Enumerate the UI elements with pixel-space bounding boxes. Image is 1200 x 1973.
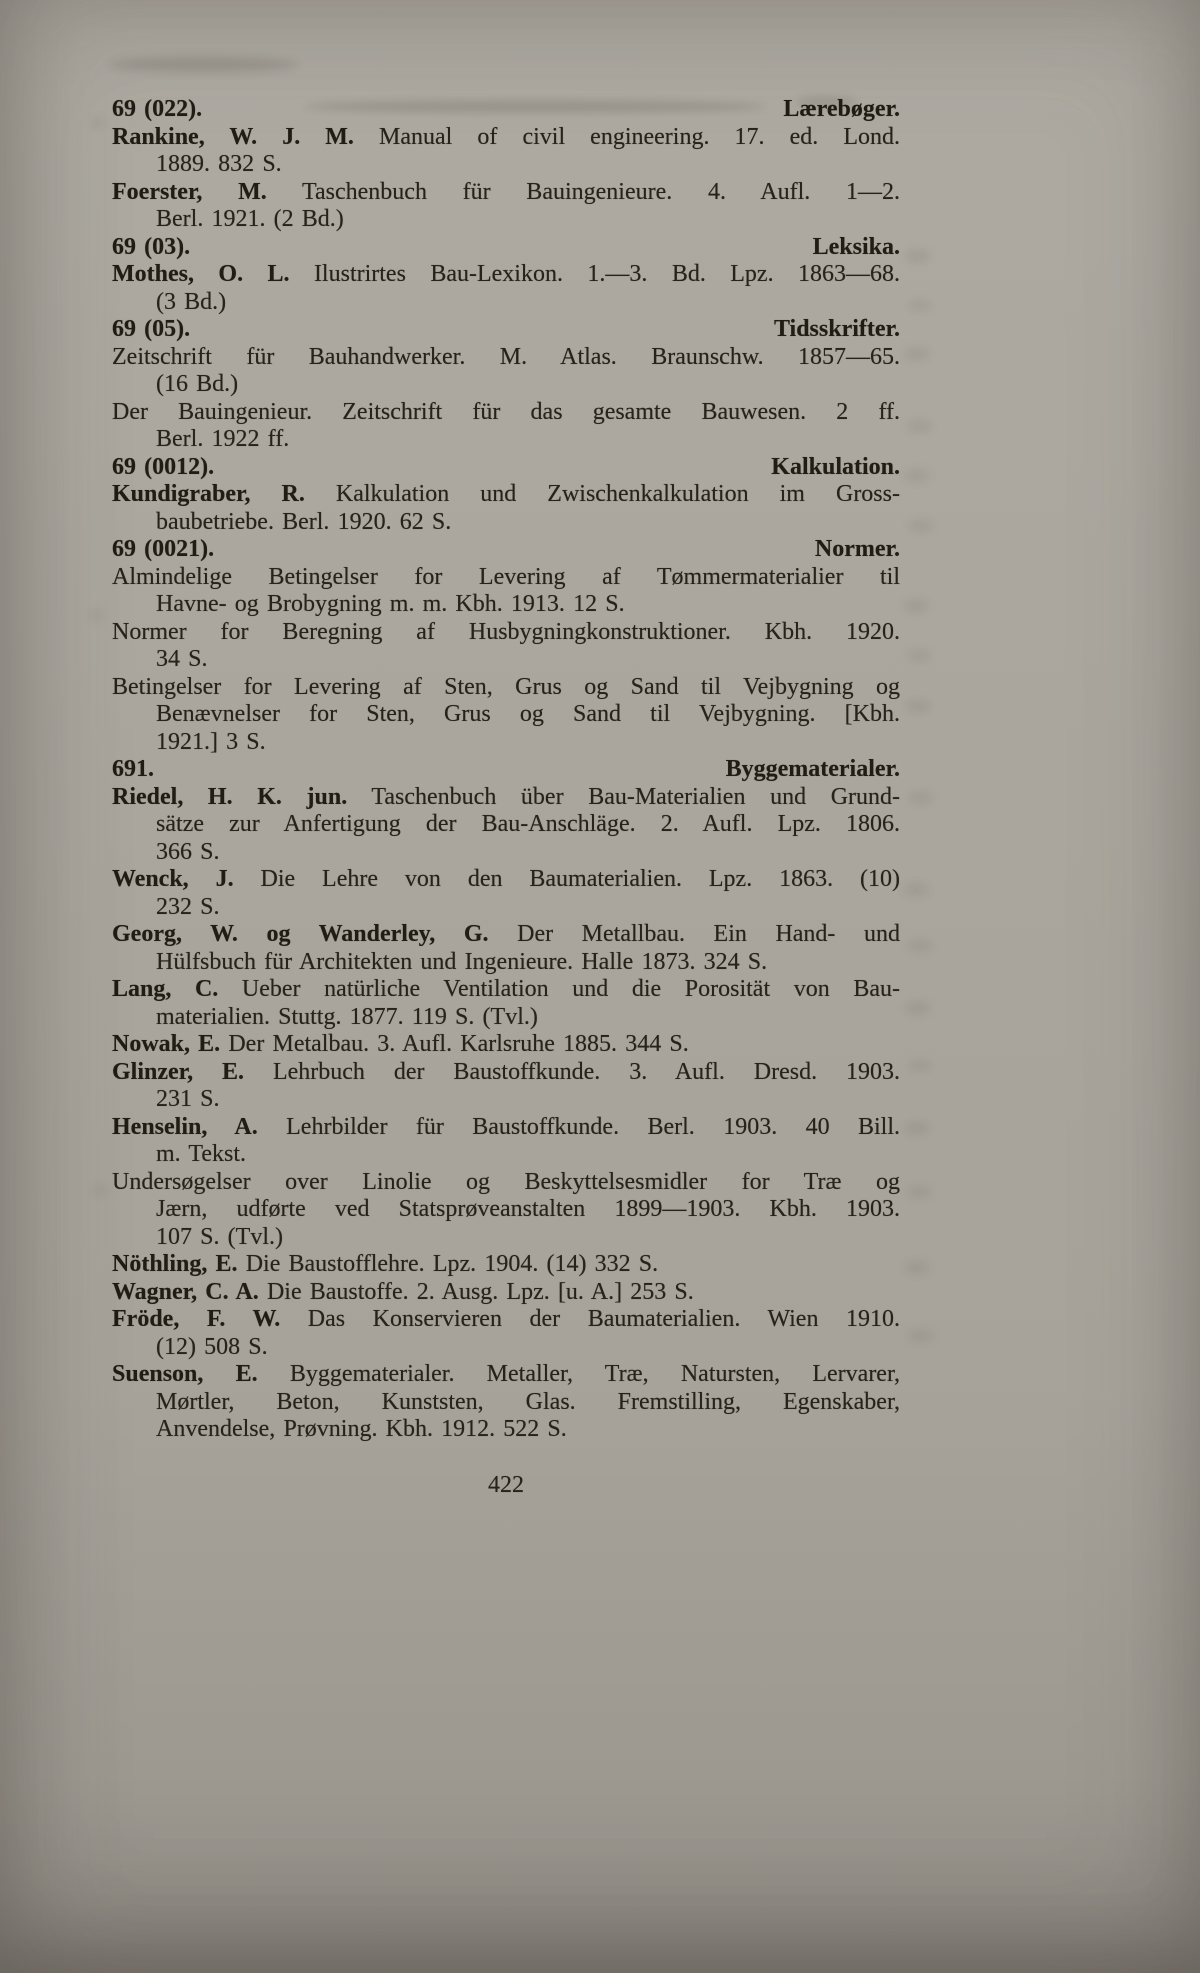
entry-text: 34 S.: [156, 646, 208, 672]
section-heading: [112, 756, 900, 784]
entry-line: [112, 784, 900, 812]
entry-text: Almindelige Betingelser for Levering af Tømmermaterialier til: [112, 563, 900, 590]
entry-text: baubetriebe. Berl. 1920. 62 S.: [156, 508, 452, 535]
entry-line: [156, 729, 900, 757]
author-name: Fröde, F. W.: [112, 1306, 281, 1332]
entry-line: [112, 1059, 900, 1087]
author-name: Nowak, E.: [112, 1031, 221, 1057]
scan-artifact: [905, 470, 929, 481]
section-code: 69 (03).: [112, 233, 191, 260]
entry-line: [112, 564, 900, 592]
entry-line: [156, 1141, 900, 1169]
section-label: Tidsskrifter.: [773, 316, 900, 342]
entry-text: Mørtler, Beton, Kunststen, Glas. Fremstilling, Egenskaber,: [156, 1388, 900, 1415]
entry-text: 366 S.: [156, 838, 220, 865]
entry-line: [156, 894, 900, 922]
entry-line: [156, 1389, 900, 1417]
entry-text: Der Bauingenieur. Zeitschrift für das gesamte Bauwesen. 2 ff.: [112, 398, 900, 425]
bibliography-entry: [112, 1251, 900, 1279]
bibliography-entry: [112, 1031, 900, 1059]
author-name: Glinzer, E.: [112, 1058, 245, 1085]
entry-text: Die Baustofflehre. Lpz. 1904. (14) 332 S.: [237, 1251, 659, 1277]
entry-text: 232 S.: [156, 893, 220, 920]
entry-line: [112, 976, 900, 1004]
bibliography-entry: [112, 344, 900, 399]
entry-text: Betingelser for Levering af Sten, Grus og Sand til Vejbygning og: [112, 673, 900, 700]
entry-line: [156, 701, 900, 729]
scan-artifact: [904, 884, 928, 895]
scan-artifact: [907, 1186, 932, 1198]
entry-text: (3 Bd.): [156, 288, 227, 315]
entry-line: [156, 591, 900, 619]
scan-artifact: [90, 118, 106, 128]
scan-artifact: [88, 610, 104, 620]
section-label: Normer.: [814, 536, 900, 562]
bibliography-entry: [112, 674, 900, 757]
entry-line: [112, 1279, 900, 1307]
scan-artifact: [904, 348, 930, 360]
author-name: Rankine, W. J. M.: [112, 123, 354, 150]
author-name: Suenson, E.: [112, 1361, 258, 1387]
entry-line: [156, 646, 900, 674]
scan-artifact: [92, 1185, 108, 1195]
entry-text: materialien. Stuttg. 1877. 119 S. (Tvl.): [156, 1003, 538, 1030]
entry-line: [112, 399, 900, 427]
entry-line: [112, 1251, 900, 1279]
entry-line: [112, 866, 900, 894]
bibliography-entry: [112, 1279, 900, 1307]
entry-text: (12) 508 S.: [156, 1333, 268, 1360]
section-label: Byggematerialer.: [725, 756, 900, 782]
author-name: Riedel, H. K. jun.: [112, 783, 348, 810]
entry-line: [156, 1004, 900, 1032]
section-code: 691.: [112, 756, 154, 782]
bibliography-entry: [112, 1361, 900, 1444]
entry-line: [156, 811, 900, 839]
entry-line: [112, 124, 900, 152]
bibliography-entry: [112, 1059, 900, 1114]
entry-text: Undersøgelser over Linolie og Beskyttelsesmidler for Træ og: [112, 1168, 900, 1195]
entry-text: Die Lehre von den Baumaterialien. Lpz. 1863. (10): [233, 866, 900, 892]
bibliography-entry: [112, 399, 900, 454]
scan-artifact: [904, 1122, 930, 1134]
entry-text: Berl. 1921. (2 Bd.): [156, 206, 344, 232]
section-code: 69 (022).: [112, 96, 203, 122]
entry-line: [156, 426, 900, 454]
scan-artifact: [908, 300, 932, 311]
bibliography-entry: [112, 564, 900, 619]
entry-line: [156, 371, 900, 399]
author-name: Henselin, A.: [112, 1113, 258, 1140]
scan-artifact: [905, 1002, 930, 1014]
entry-line: [112, 674, 900, 702]
scan-artifact: [108, 57, 298, 72]
entry-line: [112, 1361, 900, 1389]
author-name: Lang, C.: [112, 976, 219, 1002]
author-name: Georg, W. og Wanderley, G.: [112, 921, 489, 947]
author-name: Wenck, J.: [112, 866, 234, 892]
entry-text: Benævnelser for Sten, Grus og Sand til Vejbygning. [Kbh.: [156, 701, 900, 727]
entry-text: Manual of civil engineering. 17. ed. Lond.: [353, 123, 900, 150]
entry-line: [112, 481, 900, 509]
entry-text: Ilustrirtes Bau-Lexikon. 1.—3. Bd. Lpz. 1863—68.: [289, 261, 900, 287]
entry-line: [156, 509, 900, 537]
bibliography-entry: [112, 784, 900, 867]
entry-text: Normer for Beregning af Husbygningkonstruktioner. Kbh. 1920.: [112, 618, 900, 645]
scan-artifact: [907, 650, 931, 661]
entry-line: [156, 839, 900, 867]
entry-text: Der Metallbau. Ein Hand- und: [488, 921, 900, 947]
section-heading: [112, 316, 900, 344]
entry-line: [112, 179, 900, 207]
entry-line: [112, 344, 900, 372]
entry-line: [112, 619, 900, 647]
bibliography-entry: [112, 1114, 900, 1169]
author-name: Mothes, O. L.: [112, 261, 290, 287]
bibliography-entry: [112, 179, 900, 234]
bibliography-entry: [112, 1306, 900, 1361]
entry-line: [112, 1031, 900, 1059]
scan-artifact: [908, 792, 933, 804]
author-name: Nöthling, E.: [112, 1251, 238, 1277]
section-label: Leksika.: [812, 233, 900, 260]
entry-line: [156, 1086, 900, 1114]
entry-text: Hülfsbuch für Architekten und Ingenieure. Halle 1873. 324 S.: [156, 948, 768, 975]
author-name: Foerster, M.: [112, 178, 267, 205]
entry-line: [156, 949, 900, 977]
entry-text: 231 S.: [156, 1086, 220, 1112]
section-label: Lærebøger.: [783, 96, 900, 122]
entry-line: [156, 289, 900, 317]
scan-artifact: [908, 1060, 932, 1071]
entry-text: Ueber natürliche Ventilation und die Porosität von Bau-: [218, 976, 900, 1002]
entry-text: Taschenbuch für Bauingenieure. 4. Aufl. 1—2.: [266, 178, 900, 205]
scan-artifact: [905, 700, 931, 712]
entry-line: [156, 1224, 900, 1252]
section-code: 69 (0021).: [112, 536, 215, 562]
entry-text: Die Baustoffe. 2. Ausg. Lpz. [u. A.] 253 S.: [258, 1278, 694, 1305]
author-name: Kundigraber, R.: [112, 481, 305, 507]
section-heading: [112, 234, 900, 262]
bibliography-text-block: [112, 96, 900, 1444]
scan-artifact: [908, 1330, 934, 1342]
entry-line: [156, 151, 900, 179]
entry-text: 1889. 832 S.: [156, 151, 282, 177]
entry-line: [112, 261, 900, 289]
entry-text: Anvendelse, Prøvning. Kbh. 1912. 522 S.: [156, 1416, 567, 1442]
scan-artifact: [904, 600, 929, 612]
entry-line: [156, 206, 900, 234]
section-heading: [112, 454, 900, 482]
page-number: 422: [488, 1472, 524, 1498]
bibliography-entry: [112, 921, 900, 976]
entry-text: sätze zur Anfertigung der Bau-Anschläge. 2. Aufl. Lpz. 1806.: [156, 811, 900, 837]
scan-artifact: [905, 250, 931, 262]
bibliography-entry: [112, 976, 900, 1031]
entry-text: 107 S. (Tvl.): [156, 1223, 283, 1250]
entry-text: Kalkulation und Zwischenkalkulation im Gross-: [304, 481, 900, 507]
section-heading: [112, 536, 900, 564]
entry-text: Lehrbuch der Baustoffkunde. 3. Aufl. Dresd. 1903.: [244, 1058, 900, 1085]
entry-text: Der Metalbau. 3. Aufl. Karlsruhe 1885. 344 S.: [220, 1031, 689, 1057]
entry-line: [156, 1196, 900, 1224]
scan-artifact: [905, 1262, 929, 1273]
entry-text: 1921.] 3 S.: [156, 728, 266, 755]
entry-text: (16 Bd.): [156, 371, 239, 397]
entry-text: Berl. 1922 ff.: [156, 426, 290, 452]
scan-artifact: [908, 520, 934, 532]
entry-line: [156, 1334, 900, 1362]
bibliography-entry: [112, 124, 900, 179]
bibliography-entry: [112, 619, 900, 674]
entry-line: [112, 1169, 900, 1197]
entry-text: Taschenbuch über Bau-Materialien und Grund-: [347, 783, 901, 810]
author-name: Wagner, C. A.: [112, 1278, 259, 1305]
bibliography-entry: [112, 261, 900, 316]
scan-artifact: [907, 420, 932, 432]
bibliography-entry: [112, 866, 900, 921]
entry-line: [156, 1416, 900, 1444]
entry-text: Das Konservieren der Baumaterialien. Wien 1910.: [280, 1306, 901, 1332]
entry-line: [112, 921, 900, 949]
scan-artifact: [907, 940, 933, 952]
bibliography-entry: [112, 1169, 900, 1252]
section-code: 69 (05).: [112, 316, 191, 342]
entry-text: Jærn, udførte ved Statsprøveanstalten 1899—1903. Kbh. 1903.: [156, 1196, 900, 1222]
entry-text: Byggematerialer. Metaller, Træ, Natursten, Lervarer,: [257, 1361, 900, 1387]
entry-text: m. Tekst.: [156, 1141, 247, 1167]
entry-text: Havne- og Brobygning m. m. Kbh. 1913. 12 S.: [156, 591, 625, 617]
section-code: 69 (0012).: [112, 453, 215, 480]
entry-line: [112, 1114, 900, 1142]
entry-line: [112, 1306, 900, 1334]
section-heading: [112, 96, 900, 124]
entry-text: Zeitschrift für Bauhandwerker. M. Atlas. Braunschw. 1857—65.: [112, 343, 900, 370]
bibliography-entry: [112, 481, 900, 536]
section-label: Kalkulation.: [771, 453, 900, 480]
entry-text: Lehrbilder für Baustoffkunde. Berl. 1903. 40 Bill.: [257, 1113, 900, 1140]
